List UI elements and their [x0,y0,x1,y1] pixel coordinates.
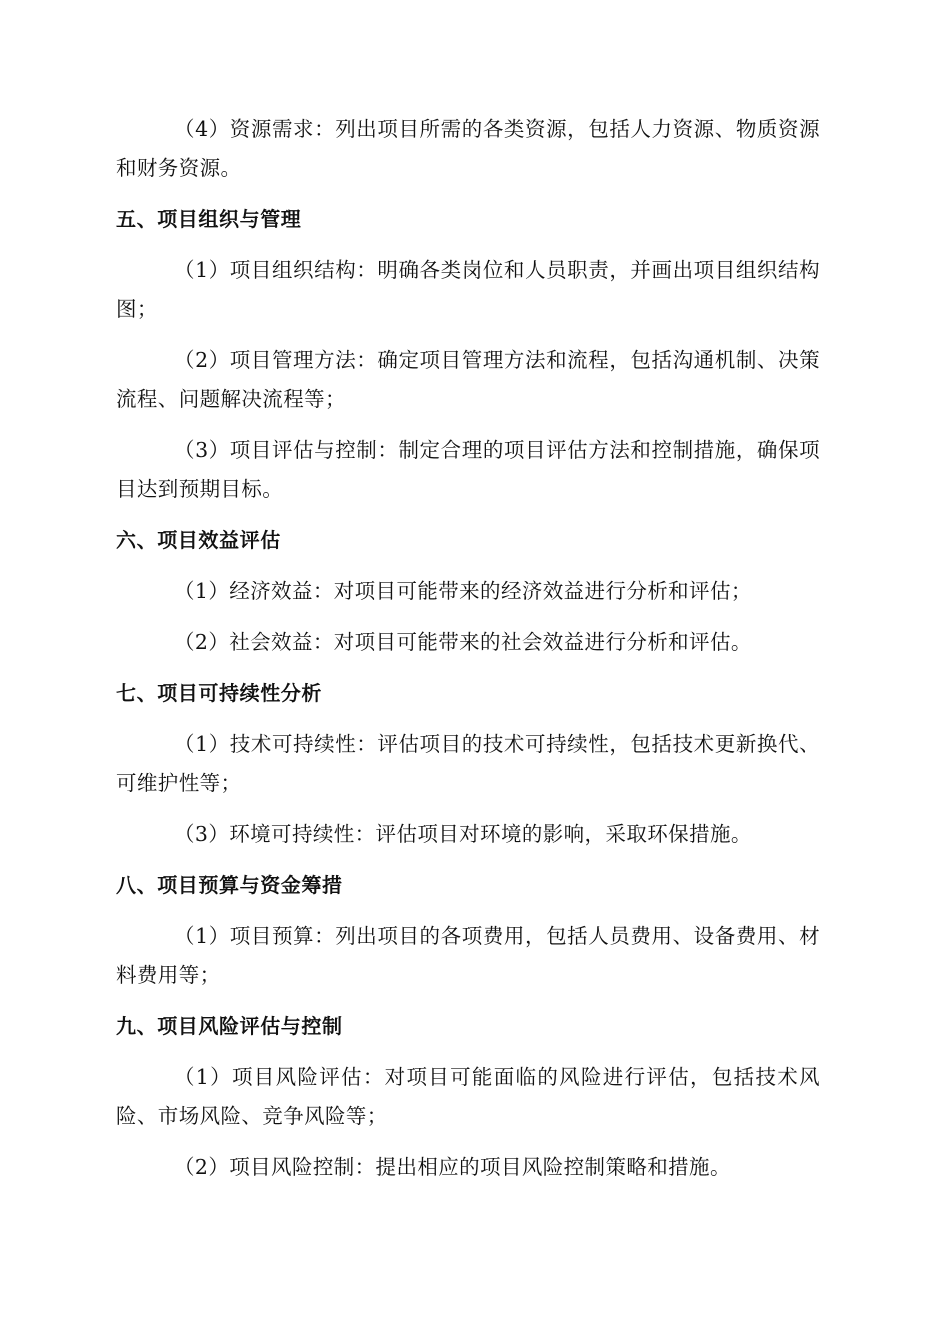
paragraph-project-budget: （1）项目预算：列出项目的各项费用，包括人员费用、设备费用、材料费用等； [116,924,820,987]
paragraph-social-benefit: （2）社会效益：对项目可能带来的社会效益进行分析和评估。 [174,630,752,654]
paragraph-resource-requirements: （4）资源需求：列出项目所需的各类资源，包括人力资源、物质资源和财务资源。 [116,117,820,180]
paragraph-technical-sustainability: （1）技术可持续性：评估项目的技术可持续性，包括技术更新换代、可维护性等； [116,732,820,795]
paragraph-economic-benefit: （1）经济效益：对项目可能带来的经济效益进行分析和评估； [174,579,752,603]
paragraph-risk-control: （2）项目风险控制：提出相应的项目风险控制策略和措施。 [174,1155,731,1179]
paragraph-environmental-sustainability: （3）环境可持续性：评估项目对环境的影响，采取环保措施。 [174,822,752,846]
section-heading-budget: 八、项目预算与资金筹措 [116,873,343,897]
section-heading-risk: 九、项目风险评估与控制 [116,1014,343,1038]
section-heading-sustainability: 七、项目可持续性分析 [116,681,322,705]
paragraph-risk-assessment: （1）项目风险评估：对项目可能面临的风险进行评估，包括技术风险、市场风险、竞争风险等； [116,1065,820,1128]
paragraph-management-method: （2）项目管理方法：确定项目管理方法和流程，包括沟通机制、决策流程、问题解决流程等； [116,348,820,411]
section-heading-organization: 五、项目组织与管理 [116,207,302,231]
document-body [116,110,820,1199]
paragraph-evaluation-control: （3）项目评估与控制：制定合理的项目评估方法和控制措施，确保项目达到预期目标。 [116,438,820,501]
paragraph-org-structure: （1）项目组织结构：明确各类岗位和人员职责，并画出项目组织结构图； [116,258,820,321]
section-heading-benefit: 六、项目效益评估 [116,528,281,552]
